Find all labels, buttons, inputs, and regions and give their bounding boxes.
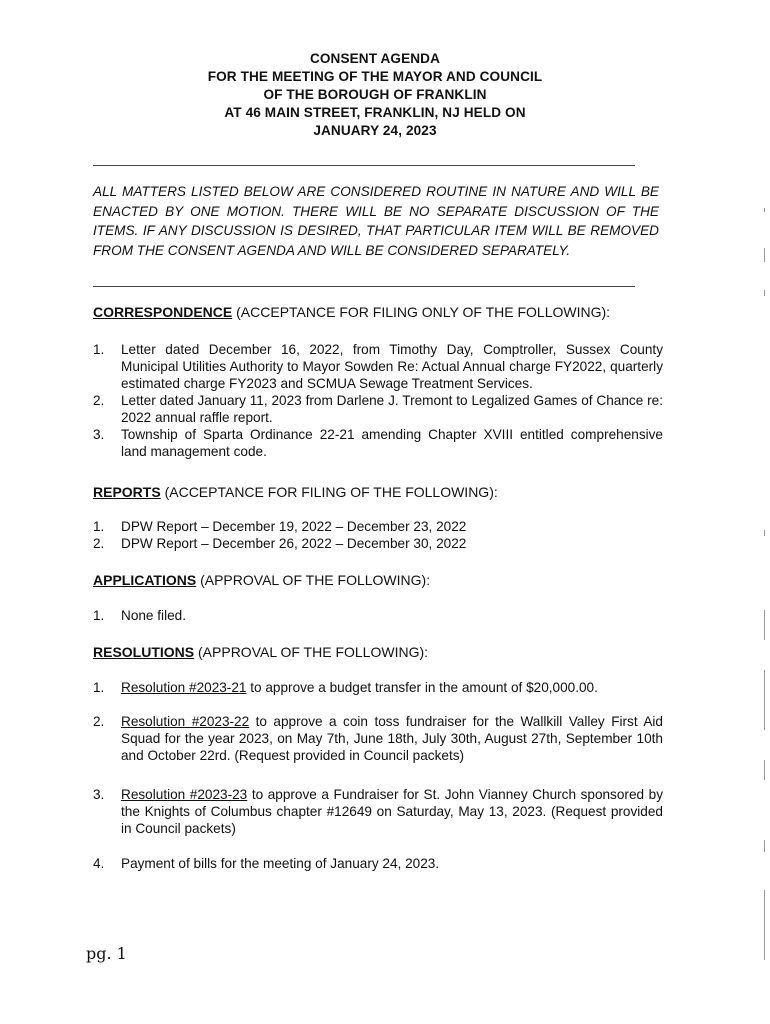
divider-bottom bbox=[93, 286, 635, 287]
list-item bbox=[93, 786, 663, 837]
section-heading: RESOLUTIONS bbox=[93, 644, 195, 660]
section-reports-title bbox=[93, 483, 498, 501]
list-item bbox=[93, 392, 663, 426]
header-line-location: AT 46 MAIN STREET, FRANKLIN, NJ HELD ON bbox=[224, 105, 526, 120]
item-text: None filed. bbox=[121, 608, 186, 623]
resolution-reference: Resolution #2023-23 bbox=[121, 787, 248, 802]
agenda-header bbox=[150, 50, 600, 140]
section-heading: CORRESPONDENCE bbox=[93, 304, 233, 320]
correspondence-list bbox=[93, 341, 663, 460]
list-item bbox=[93, 518, 663, 535]
resolutions-list bbox=[93, 713, 663, 764]
item-number: 3. bbox=[93, 787, 105, 802]
header-line-date: JANUARY 24, 2023 bbox=[313, 123, 437, 138]
item-text: Letter dated December 16, 2022, from Timothy Day, Comptroller, Sussex County Municipal Utilities Authority to Mayor Sowden Re: Actual Annual charge FY2022, quarterly estimated charge FY2023 and SCMUA Sewage Treatment Services. bbox=[121, 342, 663, 391]
item-number: 1. bbox=[93, 519, 105, 534]
section-resolutions-title bbox=[93, 643, 428, 661]
item-text: DPW Report – December 26, 2022 – December 30, 2022 bbox=[121, 536, 467, 551]
resolutions-list bbox=[93, 855, 663, 872]
section-correspondence-title bbox=[93, 303, 610, 321]
list-item bbox=[93, 426, 663, 460]
item-text: Payment of bills for the meeting of January 24, 2023. bbox=[121, 856, 440, 871]
item-number: 2. bbox=[93, 536, 105, 551]
header-line-borough: OF THE BOROUGH OF FRANKLIN bbox=[263, 87, 487, 102]
section-subheading: (ACCEPTANCE FOR FILING ONLY OF THE FOLLOWING): bbox=[232, 304, 611, 320]
list-item bbox=[93, 341, 663, 392]
item-number: 4. bbox=[93, 856, 105, 871]
resolution-reference: Resolution #2023-22 bbox=[121, 714, 250, 729]
resolutions-list bbox=[93, 786, 663, 837]
list-item bbox=[93, 713, 663, 764]
item-text bbox=[121, 786, 663, 837]
section-subheading: (APPROVAL OF THE FOLLOWING): bbox=[194, 644, 429, 660]
applications-list bbox=[93, 607, 663, 624]
item-text bbox=[121, 713, 663, 764]
item-text: Letter dated January 11, 2023 from Darlene J. Tremont to Legalized Games of Chance re: 2022 annual raffle report. bbox=[121, 393, 663, 425]
resolution-description: to approve a coin toss fundraiser for the Wallkill Valley First Aid Squad for the year 2023, on May 7th, June 18th, July 30th, August 27th, September 10th and October 22rd. (Request provided in Council packets) bbox=[121, 714, 663, 763]
scan-edge-marks bbox=[764, 200, 766, 980]
list-item bbox=[93, 679, 663, 696]
section-heading: REPORTS bbox=[93, 484, 161, 500]
list-item bbox=[93, 535, 663, 552]
section-applications-title bbox=[93, 571, 430, 589]
item-number: 1. bbox=[93, 342, 105, 357]
section-subheading: (ACCEPTANCE FOR FILING OF THE FOLLOWING): bbox=[160, 484, 498, 500]
item-number: 3. bbox=[93, 427, 105, 442]
item-text: DPW Report – December 19, 2022 – December 23, 2022 bbox=[121, 519, 467, 534]
header-line-title: CONSENT AGENDA bbox=[309, 51, 441, 66]
header-line-meeting: FOR THE MEETING OF THE MAYOR AND COUNCIL bbox=[207, 69, 543, 84]
resolution-description: to approve a Fundraiser for St. John Vianney Church sponsored by the Knights of Columbus chapter #12649 on Saturday, May 13, 2023. (Request provided in Council packets) bbox=[121, 787, 663, 836]
reports-list bbox=[93, 518, 663, 552]
section-subheading: (APPROVAL OF THE FOLLOWING): bbox=[196, 572, 431, 588]
list-item bbox=[93, 607, 663, 624]
item-text: Township of Sparta Ordinance 22-21 amending Chapter XVIII entitled comprehensive land management code. bbox=[121, 427, 663, 459]
item-number: 1. bbox=[93, 608, 105, 623]
page-number: pg. 1 bbox=[86, 944, 127, 963]
item-number: 2. bbox=[93, 393, 105, 408]
resolution-description: to approve a budget transfer in the amount of $20,000.00. bbox=[246, 680, 598, 695]
section-heading: APPLICATIONS bbox=[93, 572, 197, 588]
item-number: 1. bbox=[93, 680, 105, 695]
resolutions-list bbox=[93, 679, 663, 696]
consent-notice: ALL MATTERS LISTED BELOW ARE CONSIDERED ROUTINE IN NATURE AND WILL BE ENACTED BY ONE MOTION. THERE WILL BE NO SEPARATE DISCUSSION OF THE ITEMS. IF ANY DISCUSSION IS DESIRED, THAT PARTICULAR ITEM WILL BE REMOVED FROM THE CONSENT AGENDA AND WILL BE CONSIDERED SEPARATELY. bbox=[93, 184, 659, 258]
list-item bbox=[93, 855, 663, 872]
item-text bbox=[121, 679, 663, 696]
divider-top bbox=[93, 165, 635, 166]
item-number: 2. bbox=[93, 714, 105, 729]
resolution-reference: Resolution #2023-21 bbox=[121, 680, 247, 695]
